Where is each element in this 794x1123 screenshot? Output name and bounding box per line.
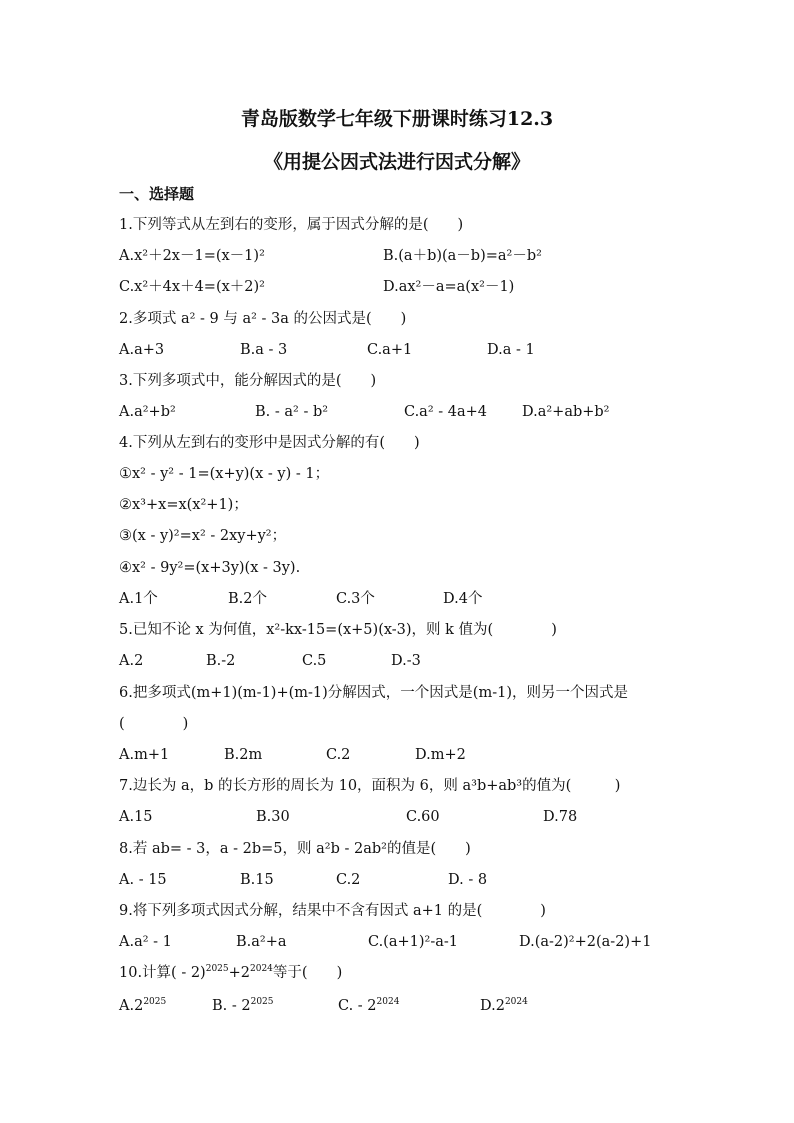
question-2-option-d: D.a - 1 <box>487 342 535 358</box>
question-6-stem-continued: ( ) <box>119 716 189 732</box>
question-1-option-d: D.ax²－a=a(x²－1) <box>383 279 515 295</box>
section-heading: 一、选择题 <box>119 185 195 203</box>
question-8-option-c: C.2 <box>336 872 361 888</box>
question-9-option-a: A.a² - 1 <box>119 934 172 950</box>
question-8-option-d: D. - 8 <box>448 872 488 888</box>
question-9-option-c: C.(a+1)²-a-1 <box>368 934 459 950</box>
question-1-option-a: A.x²＋2x－1=(x－1)² <box>119 248 265 264</box>
question-4-item-2: ②x³+x=x(x²+1)； <box>119 497 248 513</box>
question-4-stem: 4.下列从左到右的变形中是因式分解的有( ) <box>119 435 420 451</box>
page-subtitle: 《用提公因式法进行因式分解》 <box>263 151 530 173</box>
question-7-option-b: B.30 <box>256 809 290 825</box>
question-10-stem: 10.计算( - $2)^{2025}+2^{2024}$等于( ) <box>119 964 343 981</box>
question-5-option-b: B.-2 <box>206 653 236 669</box>
question-1-option-c: C.x²＋4x＋4=(x＋2)² <box>119 279 265 295</box>
page-title: 青岛版数学七年级下册课时练习12.3 <box>240 108 554 130</box>
question-7-option-c: C.60 <box>406 809 440 825</box>
question-10-option-c: C. - $2^{2024}$ <box>338 997 400 1014</box>
question-9-option-b: B.a²+a <box>236 934 287 950</box>
question-4-item-1: ①x² - y² - 1=(x+y)(x - y) - 1； <box>119 466 330 482</box>
question-4-option-c: C.3个 <box>336 591 375 607</box>
question-2-option-c: C.a+1 <box>367 342 413 358</box>
question-5-stem: 5.已知不论 x 为何值，x²-kx-15=(x+5)(x-3)，则 k 值为( ) <box>119 622 557 638</box>
question-3-option-c: C.a² - 4a+4 <box>404 404 488 420</box>
question-7-stem: 7.边长为 a，b 的长方形的周长为 10，面积为 6，则 a³b+ab³的值为( ) <box>119 778 621 794</box>
question-4-option-a: A.1个 <box>119 591 158 607</box>
question-9-stem: 9.将下列多项式因式分解，结果中不含有因式 a+1 的是( ) <box>119 903 546 919</box>
question-9-option-d: D.(a-2)²+2(a-2)+1 <box>519 934 652 950</box>
question-10-option-a: $A.2^{2025}$ <box>119 997 167 1014</box>
question-3-option-b: B. - a² - b² <box>255 404 329 420</box>
question-5-option-c: C.5 <box>302 653 327 669</box>
question-7-option-a: A.15 <box>119 809 153 825</box>
question-5-option-d: D.-3 <box>391 653 421 669</box>
question-3-stem: 3.下列多项式中，能分解因式的是( ) <box>119 373 377 389</box>
question-5-option-a: A.2 <box>119 653 144 669</box>
question-8-option-b: B.15 <box>240 872 274 888</box>
question-2-option-b: B.a - 3 <box>240 342 288 358</box>
question-1-stem: 1.下列等式从左到右的变形，属于因式分解的是( ) <box>119 217 464 233</box>
question-4-item-4: ④x² - 9y²=(x+3y)(x - 3y). <box>119 560 301 576</box>
question-4-item-3: ③(x - y)²=x² - 2xy+y²； <box>119 528 287 544</box>
question-3-option-a: A.a²+b² <box>119 404 176 420</box>
question-4-option-d: D.4个 <box>443 591 483 607</box>
question-2-stem: 2.多项式 a² - 9 与 a² - 3a 的公因式是( ) <box>119 311 407 327</box>
question-10-option-b: B. - $2^{2025}$ <box>212 997 274 1014</box>
question-6-option-b: B.2m <box>224 747 263 763</box>
question-1-option-b: B.(a＋b)(a－b)=a²－b² <box>383 248 542 264</box>
question-6-option-c: C.2 <box>326 747 351 763</box>
question-6-option-d: D.m+2 <box>415 747 466 763</box>
question-3-option-d: D.a²+ab+b² <box>522 404 610 420</box>
question-10-option-d: $D.2^{2024}$ <box>480 997 528 1014</box>
question-8-stem: 8.若 ab= - 3，a - 2b=5，则 a²b - 2ab²的值是( ) <box>119 841 471 857</box>
question-7-option-d: D.78 <box>543 809 578 825</box>
question-6-stem: 6.把多项式(m+1)(m-1)+(m-1)分解因式，一个因式是(m-1)，则另一个因式是 <box>119 685 628 701</box>
question-4-option-b: B.2个 <box>228 591 267 607</box>
question-6-option-a: A.m+1 <box>119 747 170 763</box>
question-2-option-a: A.a+3 <box>119 342 165 358</box>
question-8-option-a: A. - 15 <box>119 872 167 888</box>
